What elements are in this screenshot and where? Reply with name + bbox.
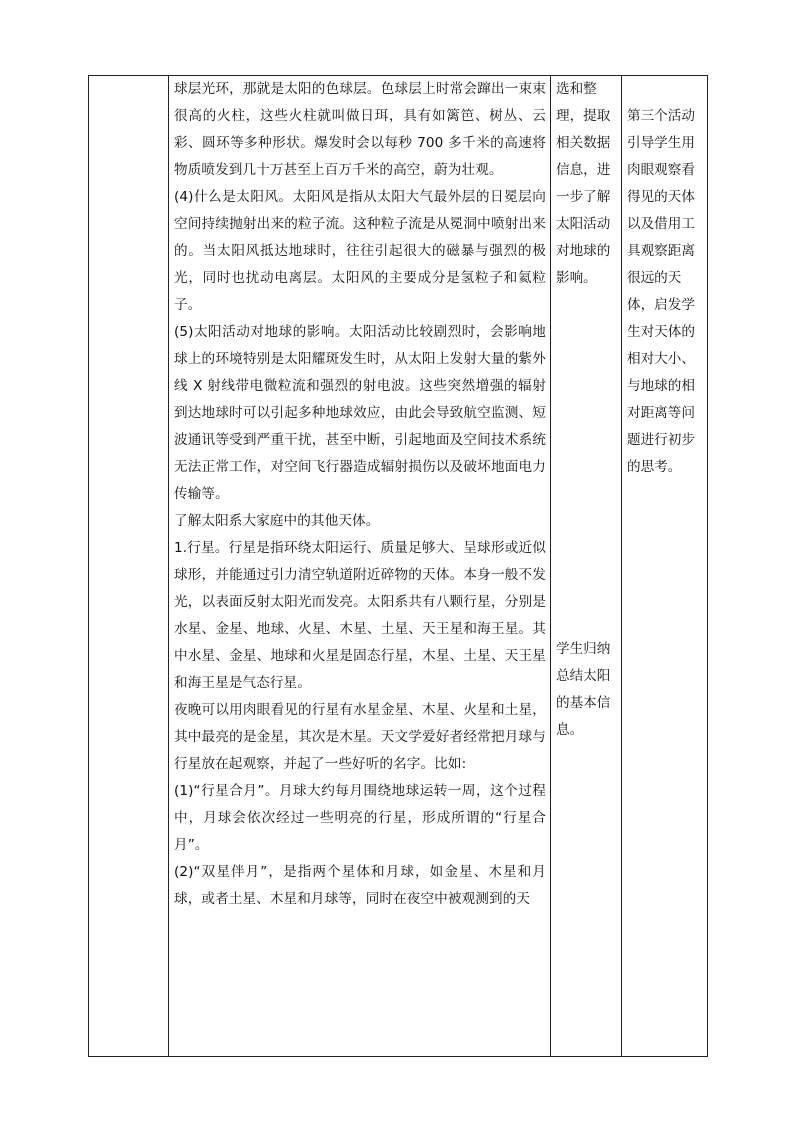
- content-paragraph: (5)太阳活动对地球的影响。太阳活动比较剧烈时，会影响地球上的环境特别是太阳耀斑发生时，从太阳上发射大量的紫外线 X 射线带电微粒流和强烈的射电波。这些突然增强的辐射到达地球时可以引起多种地球效应，由此会导致航空监测、短波通讯等受到严重干扰，甚至中断，引起地面及空间技术系统无法正常工作，对空间飞行器造成辐射损伤以及破坏地面电力传输等。: [174, 324, 546, 502]
- content-paragraph: (2)“双星伴月”，是指两个星体和月球，如金星、木星和月球，或者土星、木星和月球等，同时在夜空中被观测到的天: [174, 864, 546, 907]
- blank-first-column: [89, 76, 169, 1057]
- design-note: 第三个活动引导学生用肉眼观察看得见的天体以及借用工具观察距离很远的天体，启发学生对天体的相对大小、与地球的相对距离等问题进行初步的思考。: [627, 108, 695, 475]
- design-intent-cell: [622, 76, 708, 1057]
- content-paragraph: (4)什么是太阳风。太阳风是指从太阳大气最外层的日冕层向空间持续抛射出来的粒子流。这种粒子流是从冕洞中喷射出来的。当太阳风抵达地球时，往往引起很大的磁暴与强烈的极光，同时也扰动电离层。太阳风的主要成分是氢粒子和氦粒子。: [174, 189, 546, 313]
- lesson-plan-table: [88, 75, 708, 1057]
- student-note: 选和整理，提取相关数据信息，进一步了解太阳活动对地球的影响。: [556, 81, 611, 286]
- student-note: 学生归纳总结太阳的基本信息。: [556, 641, 611, 738]
- content-paragraph: 1.行星。行星是指环绕太阳运行、质量足够大、呈球形或近似球形，并能通过引力清空轨道附近碎物的天体。本身一般不发光，以表面反射太阳光而发亮。太阳系共有八颗行星，分别是水星、金星、地球、火星、木星、土星、天王星和海王星。其中水星、金星、地球和火星是固态行星，木星、土星、天王星和海王星是气态行星。: [174, 540, 546, 691]
- content-paragraph: 夜晚可以用肉眼看见的行星有水星金星、木星、火星和土星，其中最亮的是金星，其次是木星。天文学爱好者经常把月球与行星放在起观察，并起了一些好听的名字。比如:: [174, 702, 546, 772]
- student-activity-cell: [551, 76, 622, 1057]
- table-row: [89, 76, 708, 1057]
- teaching-content-cell: [169, 76, 551, 1057]
- content-paragraph: (1)“行星合月”。月球大约每月围绕地球运转一周，这个过程中，月球会依次经过一些明亮的行星，形成所谓的“行星合月”。: [174, 783, 546, 853]
- content-paragraph: 球层光环，那就是太阳的色球层。色球层上时常会蹿出一束束很高的火柱，这些火柱就叫做日珥，具有如篱笆、树丛、云彩、圆环等多种形状。爆发时会以每秒 700 多千米的高速将物质喷发到几十万甚至上百万千米的高空，蔚为壮观。: [174, 81, 546, 178]
- content-paragraph: 了解太阳系大家庭中的其他天体。: [174, 513, 380, 529]
